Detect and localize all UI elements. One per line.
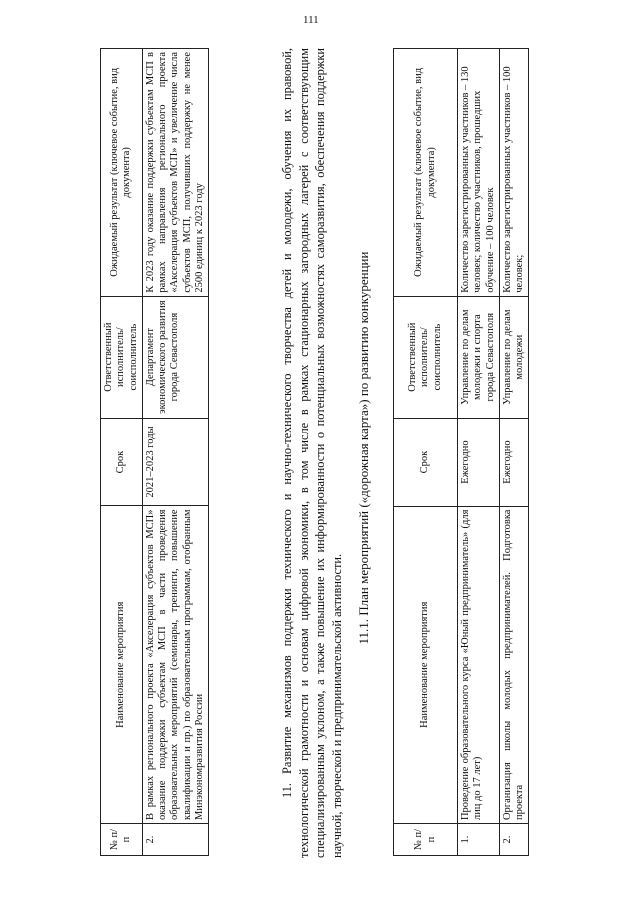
row-term: Ежегодно bbox=[458, 418, 500, 506]
row-name: Организация школы молодых предпринимателей. Подготовка проекта bbox=[499, 506, 529, 824]
table-header-row bbox=[394, 49, 458, 856]
header-executor: Ответственный исполнитель/ соисполнитель bbox=[394, 296, 458, 418]
table-row bbox=[458, 49, 500, 856]
table-row bbox=[142, 49, 208, 856]
row-num: 2. bbox=[499, 824, 529, 856]
row-result: К 2023 году оказание поддержки субъектам МСП в рамках направления регионального проекта «Акселерация субъектов МСП» и увеличение числа субъектов МСП, получивших поддержку не менее 2500 единиц к 2023 году bbox=[142, 49, 208, 297]
section-heading: 11.1. План мероприятий («дорожная карта») по развитию конкуренции bbox=[356, 251, 371, 645]
row-num: 1. bbox=[458, 824, 500, 856]
row-executor: Управление по делам молодежи bbox=[499, 296, 529, 418]
row-result: Количество зарегистрированных участников – 130 человек; количество участников, прошедших обучение – 100 человек bbox=[458, 49, 500, 297]
section-11-paragraph: 11. Развитие механизмов поддержки технического и научно-технического творчества детей и молодежи, обучения их правовой, технологической грамотности и основам цифровой экономики, в том числе в рамках стационарных загородных лагерей с соответствующим специализированным уклоном, а также повышение их информированности о потенциальных возможностях саморазвития, обеспечения поддержки научной, творческой и предпринимательской активности. bbox=[280, 48, 344, 858]
row-term: Ежегодно bbox=[499, 418, 529, 506]
row-term: 2021–2023 годы bbox=[142, 418, 208, 506]
row-name: Проведение образовательного курса «Юный предприниматель» (для лиц до 17 лет) bbox=[458, 506, 500, 824]
header-result: Ожидаемый результат (ключевое событие, вид документа) bbox=[394, 49, 458, 297]
row-result: Количество зарегистрированных участников – 100 человек; bbox=[499, 49, 529, 297]
header-name: Наименование мероприятия bbox=[101, 506, 143, 824]
row-executor: Управление по делам молодежи и спорта города Севастополя bbox=[458, 296, 500, 418]
page-number: 111 bbox=[303, 14, 319, 26]
header-num: № п/п bbox=[394, 824, 458, 856]
row-num: 2. bbox=[142, 824, 208, 856]
row-name: В рамках регионального проекта «Акселерация субъектов МСП» оказание поддержки субъектам МСП в части проведения образовательных мероприятий (семинары, тренинги, повышение квалификации и пр.) по образовательным программам, отобранным Минэкономразвития России bbox=[142, 506, 208, 824]
row-executor: Департамент экономического развития города Севастополя bbox=[142, 296, 208, 418]
header-num: № п/п bbox=[101, 824, 143, 856]
table-header-row bbox=[101, 49, 143, 856]
header-term: Срок bbox=[101, 418, 143, 506]
header-name: Наименование мероприятия bbox=[394, 506, 458, 824]
roadmap-table bbox=[393, 48, 529, 856]
table-row bbox=[499, 49, 529, 856]
table-continued bbox=[100, 48, 209, 856]
header-term: Срок bbox=[394, 418, 458, 506]
header-executor: Ответственный исполнитель/ соисполнитель bbox=[101, 296, 143, 418]
rotated-page-content bbox=[88, 38, 608, 858]
header-result: Ожидаемый результат (ключевое событие, вид документа) bbox=[101, 49, 143, 297]
